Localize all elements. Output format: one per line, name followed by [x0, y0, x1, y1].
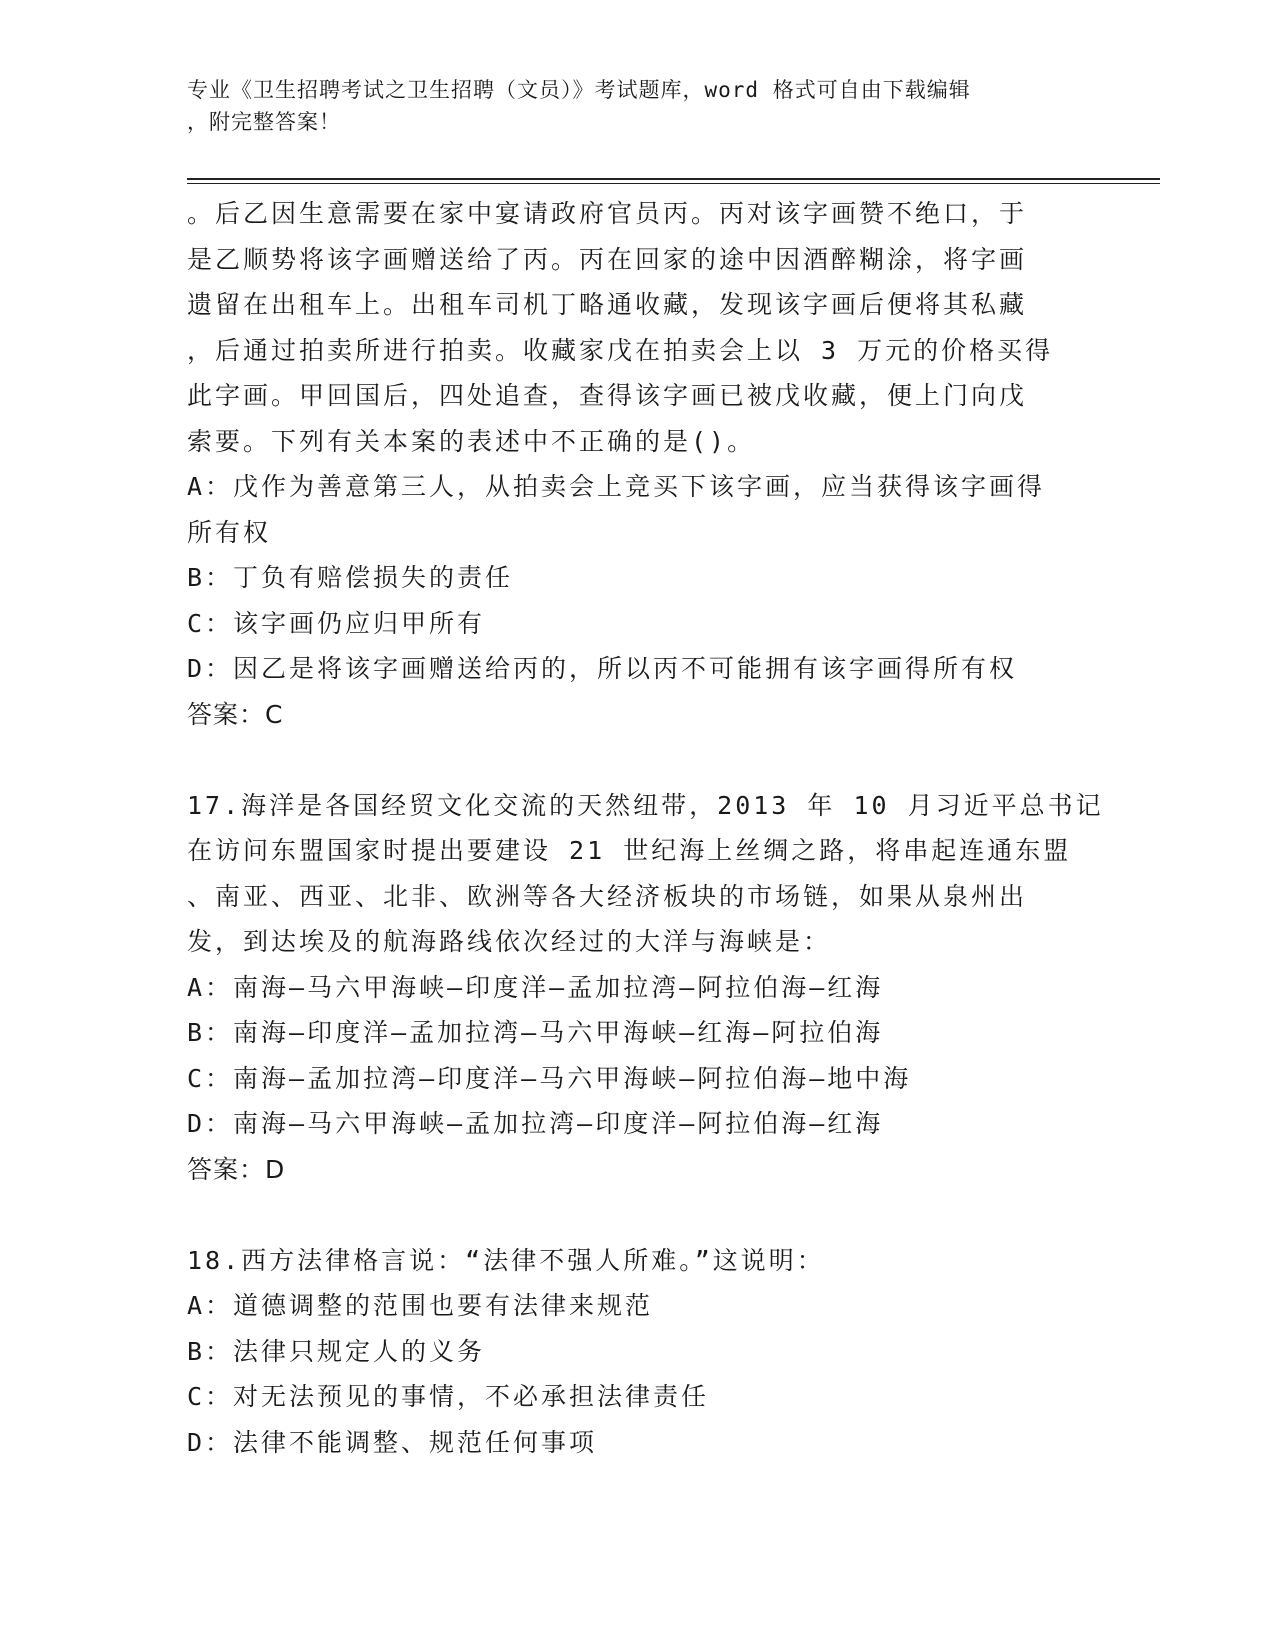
question-18-option-b: B：法律只规定人的义务 — [187, 1336, 486, 1366]
question-16-answer: 答案：C — [187, 699, 284, 729]
question-17-option-c: C：南海—孟加拉湾—印度洋—马六甲海峡—阿拉伯海—地中海 — [187, 1063, 912, 1093]
header-divider-thick — [187, 178, 1160, 180]
question-16-stem-line-5: 此字画。甲回国后，四处追查，查得该字画已被戊收藏，便上门向戊 — [187, 381, 1028, 410]
question-content — [187, 191, 1104, 1465]
question-18-option-d: D：法律不能调整、规范任何事项 — [187, 1427, 598, 1457]
question-16-option-a-line-2: 所有权 — [187, 517, 272, 547]
question-18-option-c: C：对无法预见的事情，不必承担法律责任 — [187, 1382, 710, 1411]
question-18-stem: 18.西方法律格言说：“法律不强人所难。”这说明： — [187, 1245, 825, 1275]
question-16-option-d: D：因乙是将该字画赠送给丙的，所以丙不可能拥有该字画得所有权 — [187, 654, 1018, 683]
question-17-stem-line-4: 发，到达埃及的航海路线依次经过的大洋与海峡是： — [187, 927, 832, 956]
question-17-option-d: D：南海—马六甲海峡—孟加拉湾—印度洋—阿拉伯海—红海 — [187, 1109, 884, 1138]
document-header — [187, 74, 1087, 138]
question-16-option-b: B：丁负有赔偿损失的责任 — [187, 563, 514, 592]
question-16-stem-line-6: 索要。下列有关本案的表述中不正确的是()。 — [187, 426, 756, 456]
question-16-option-a-line-1: A：戊作为善意第三人，从拍卖会上竞买下该字画，应当获得该字画得 — [187, 472, 1046, 501]
question-16 — [187, 191, 1087, 737]
question-16-stem-line-1: 。后乙因生意需要在家中宴请政府官员丙。丙对该字画赞不绝口，于 — [187, 199, 1028, 228]
question-16-stem-line-2: 是乙顺势将该字画赠送给了丙。丙在回家的途中因酒醉糊涂，将字画 — [187, 244, 1028, 274]
question-16-option-c: C：该字画仍应归甲所有 — [187, 608, 486, 638]
question-17-stem-line-1: 17.海洋是各国经贸文化交流的天然纽带，2013 年 10 月习近平总书记 — [187, 790, 1104, 820]
question-17-stem-line-3: 、南亚、西亚、北非、欧洲等各大经济板块的市场链，如果从泉州出 — [187, 881, 1028, 911]
header-divider-thin — [187, 183, 1160, 184]
question-16-stem-line-3: 遗留在出租车上。出租车司机丁略通收藏，发现该字画后便将其私藏 — [187, 290, 1028, 319]
question-18 — [187, 1238, 1087, 1466]
question-17-stem-line-2: 在访问东盟国家时提出要建设 21 世纪海上丝绸之路，将串起连通东盟 — [187, 836, 1072, 865]
question-17-option-a: A：南海—马六甲海峡—印度洋—孟加拉湾—阿拉伯海—红海 — [187, 972, 884, 1002]
question-16-stem-line-4: ，后通过拍卖所进行拍卖。收藏家戊在拍卖会上以 3 万元的价格买得 — [187, 335, 1054, 365]
question-17-answer: 答案：D — [187, 1154, 286, 1184]
question-spacer — [187, 1192, 1087, 1238]
question-spacer — [187, 737, 1087, 783]
question-18-option-a: A：道德调整的范围也要有法律来规范 — [187, 1291, 654, 1320]
question-17 — [187, 783, 1104, 1193]
header-line-1: 专业《卫生招聘考试之卫生招聘（文员）》考试题库，word 格式可自由下载编辑 — [187, 78, 971, 102]
header-line-2: ，附完整答案！ — [187, 110, 341, 134]
question-17-option-b: B：南海—印度洋—孟加拉湾—马六甲海峡—红海—阿拉伯海 — [187, 1018, 884, 1047]
